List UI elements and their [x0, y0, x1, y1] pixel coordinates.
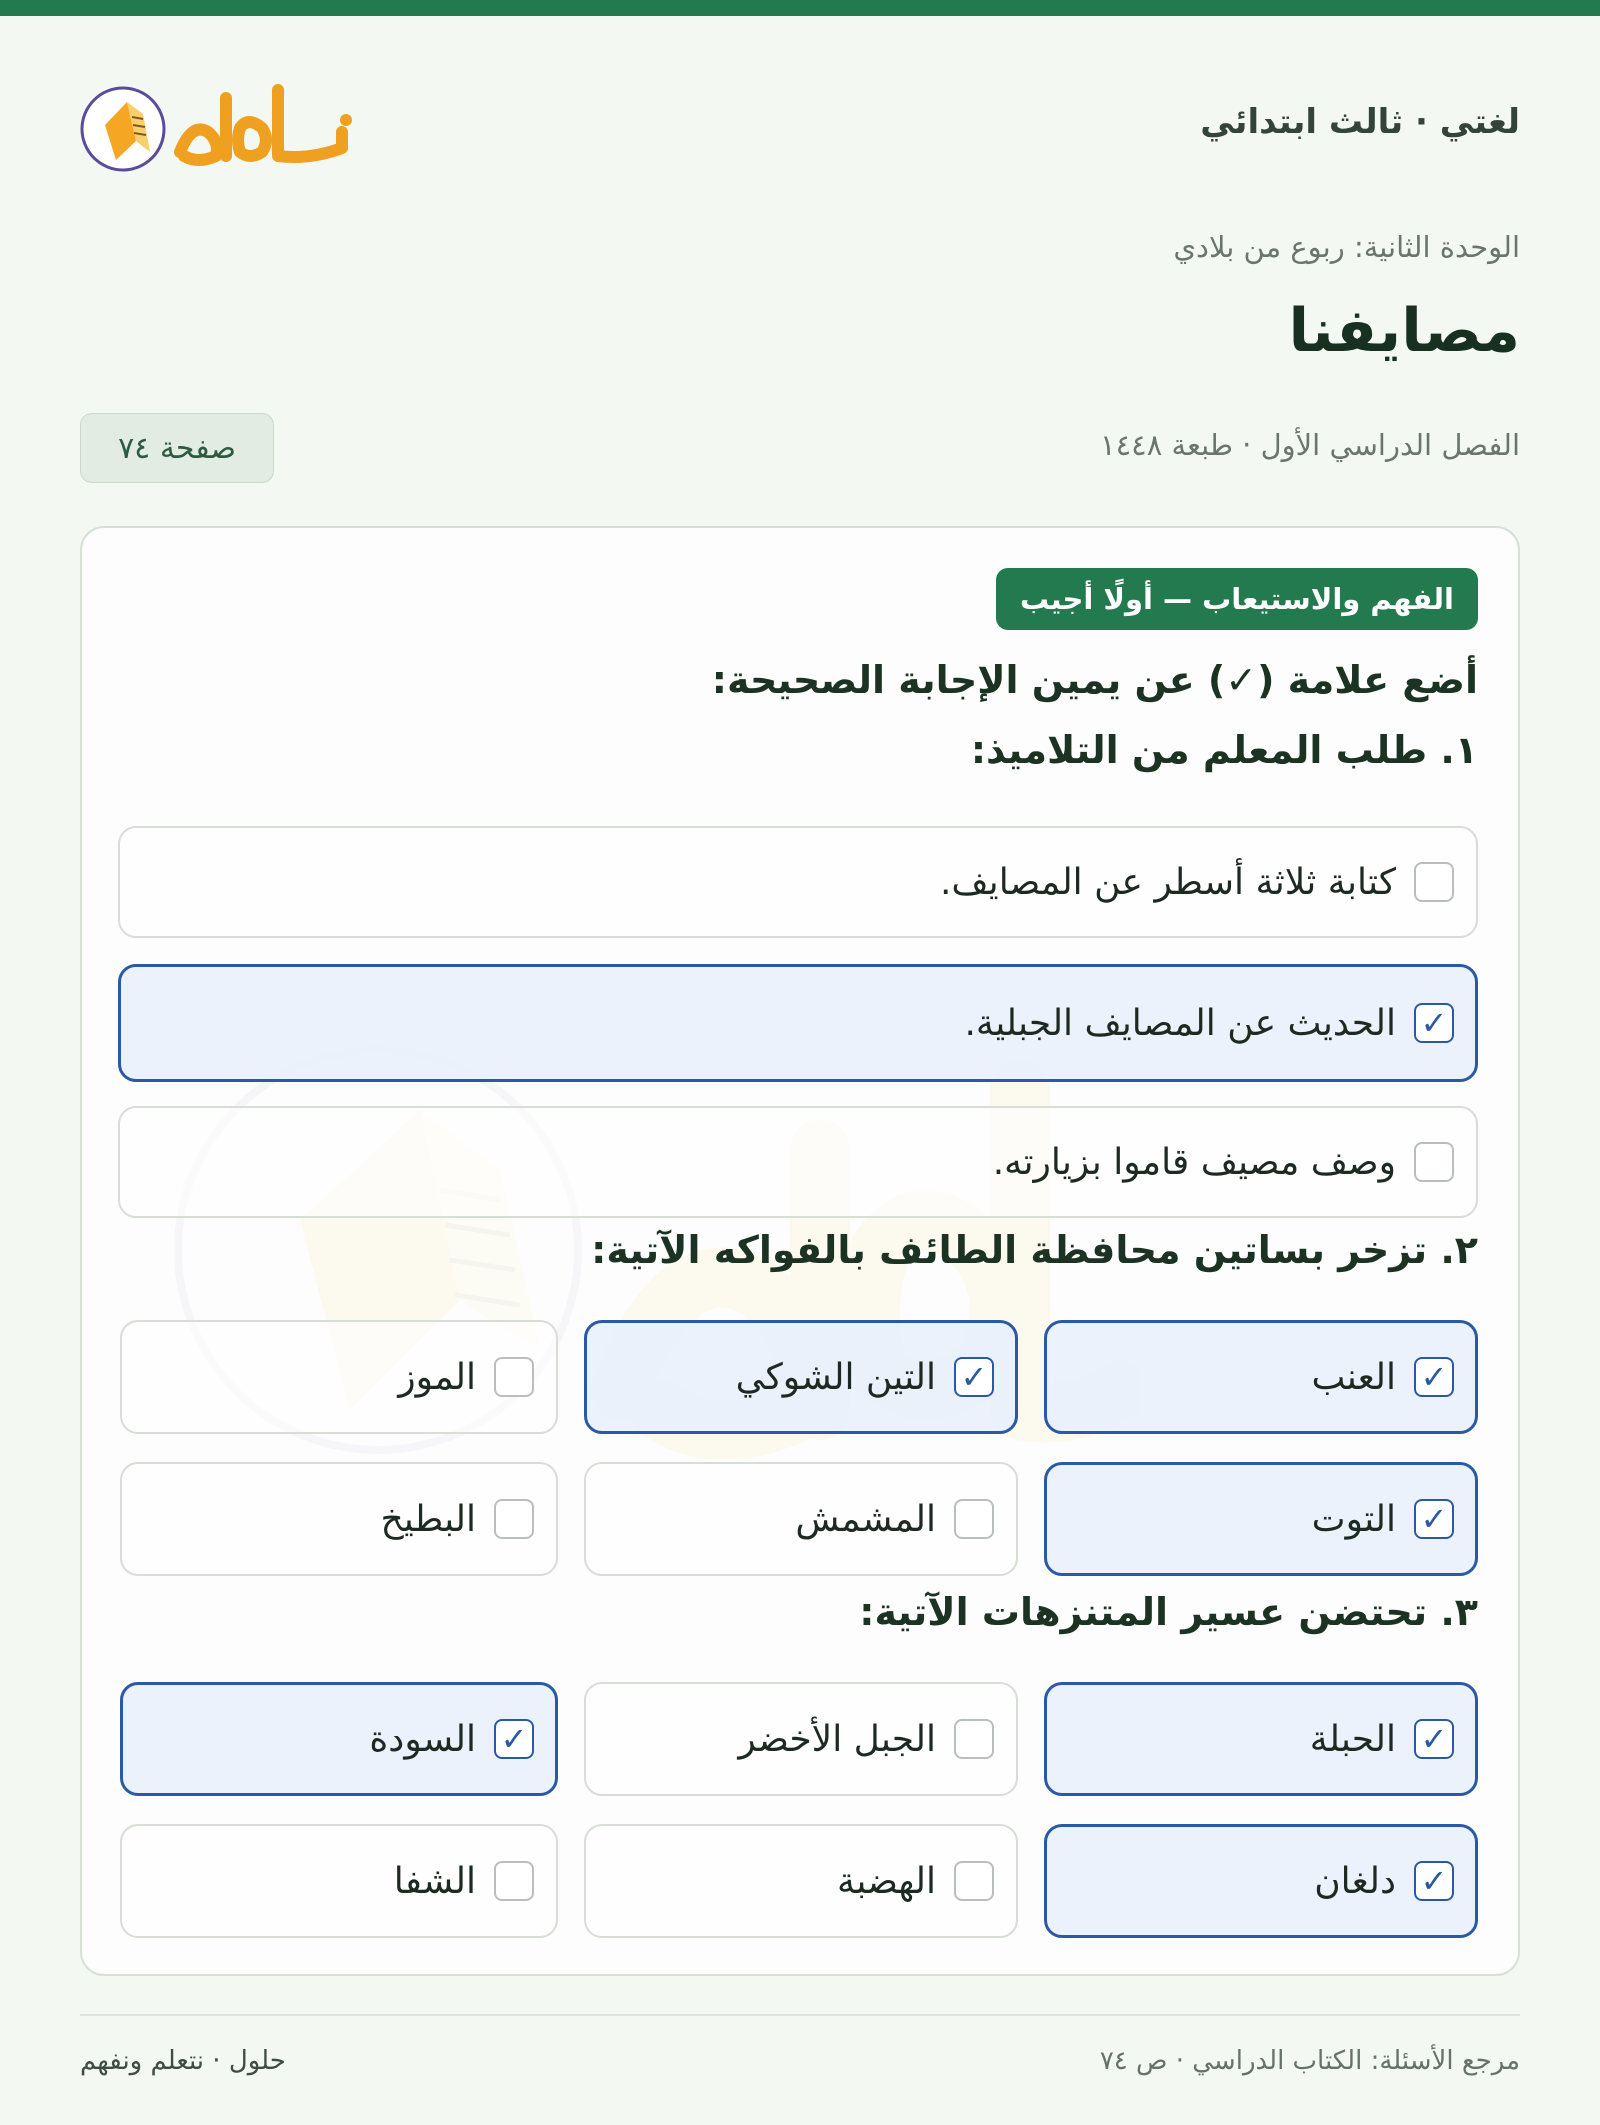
option-q2-3[interactable]: [120, 1320, 558, 1434]
footer-brand: حلول · نتعلم ونفهم: [80, 2046, 286, 2076]
option-label: التوت: [1311, 1498, 1396, 1540]
checkbox[interactable]: [954, 1861, 994, 1901]
option-q3-4[interactable]: [1044, 1824, 1478, 1938]
checkbox[interactable]: [1414, 1142, 1454, 1182]
question-3: ٣. تحتضن عسير المتنزهات الآتية:: [859, 1590, 1478, 1634]
option-label: العنب: [1311, 1356, 1396, 1398]
checkbox[interactable]: [494, 1861, 534, 1901]
option-q1-2[interactable]: [118, 964, 1478, 1082]
checkbox[interactable]: [954, 1719, 994, 1759]
checkbox[interactable]: ✓: [1414, 1357, 1454, 1397]
option-q3-2[interactable]: [584, 1682, 1018, 1796]
page-header: [80, 70, 1520, 180]
term-label: الفصل الدراسي الأول · طبعة ١٤٤٨: [1100, 428, 1520, 462]
checkbox[interactable]: ✓: [1414, 1003, 1454, 1043]
option-label: الحديث عن المصايف الجبلية.: [964, 1002, 1396, 1044]
page-number-badge: صفحة ٧٤: [80, 413, 274, 483]
option-q2-1[interactable]: [1044, 1320, 1478, 1434]
checkbox[interactable]: [494, 1499, 534, 1539]
option-label: الجبل الأخضر: [738, 1718, 936, 1760]
option-q2-6[interactable]: [120, 1462, 558, 1576]
checkbox[interactable]: [494, 1357, 534, 1397]
question-2: ٢. تزخر بساتين محافظة الطائف بالفواكه الآتية:: [591, 1228, 1478, 1272]
checkbox[interactable]: [954, 1499, 994, 1539]
option-q3-5[interactable]: [584, 1824, 1018, 1938]
option-q3-1[interactable]: [1044, 1682, 1478, 1796]
option-q3-3[interactable]: [120, 1682, 558, 1796]
instruction-text: أضع علامة (✓) عن يمين الإجابة الصحيحة:: [711, 658, 1478, 702]
footer-divider: [80, 2014, 1520, 2016]
option-label: التين الشوكي: [735, 1356, 936, 1398]
option-q2-5[interactable]: [584, 1462, 1018, 1576]
footer-reference: مرجع الأسئلة: الكتاب الدراسي · ص ٧٤: [1099, 2046, 1520, 2076]
option-q1-3[interactable]: [118, 1106, 1478, 1218]
option-label: المشمش: [795, 1498, 936, 1540]
option-label: الشفا: [393, 1860, 476, 1902]
top-accent-bar: [0, 0, 1600, 16]
option-label: الهضبة: [837, 1860, 936, 1902]
section-tag: الفهم والاستيعاب — أولًا أجيب: [996, 568, 1478, 630]
exercise-card: [80, 526, 1520, 1976]
checkbox[interactable]: ✓: [954, 1357, 994, 1397]
option-label: السودة: [369, 1718, 476, 1760]
unit-label: الوحدة الثانية: ربوع من بلادي: [1173, 230, 1520, 264]
option-q2-2[interactable]: [584, 1320, 1018, 1434]
lesson-title: مصايفنا: [1288, 296, 1520, 366]
option-label: وصف مصيف قاموا بزيارته.: [992, 1141, 1396, 1183]
option-q3-6[interactable]: [120, 1824, 558, 1938]
subject-title: لغتي · ثالث ابتدائي: [1200, 102, 1520, 142]
option-label: البطيخ: [380, 1498, 476, 1540]
option-label: كتابة ثلاثة أسطر عن المصايف.: [939, 861, 1396, 903]
question-1: ١. طلب المعلم من التلاميذ:: [970, 728, 1478, 772]
option-label: دلغان: [1314, 1860, 1396, 1902]
option-q1-1[interactable]: [118, 826, 1478, 938]
hulul-logo-icon[interactable]: [80, 70, 360, 180]
option-label: الحبلة: [1309, 1718, 1396, 1760]
checkbox[interactable]: ✓: [1414, 1861, 1454, 1901]
option-q2-4[interactable]: [1044, 1462, 1478, 1576]
checkbox[interactable]: ✓: [1414, 1499, 1454, 1539]
checkbox[interactable]: ✓: [1414, 1719, 1454, 1759]
option-label: الموز: [398, 1356, 476, 1398]
checkbox[interactable]: ✓: [494, 1719, 534, 1759]
checkbox[interactable]: [1414, 862, 1454, 902]
